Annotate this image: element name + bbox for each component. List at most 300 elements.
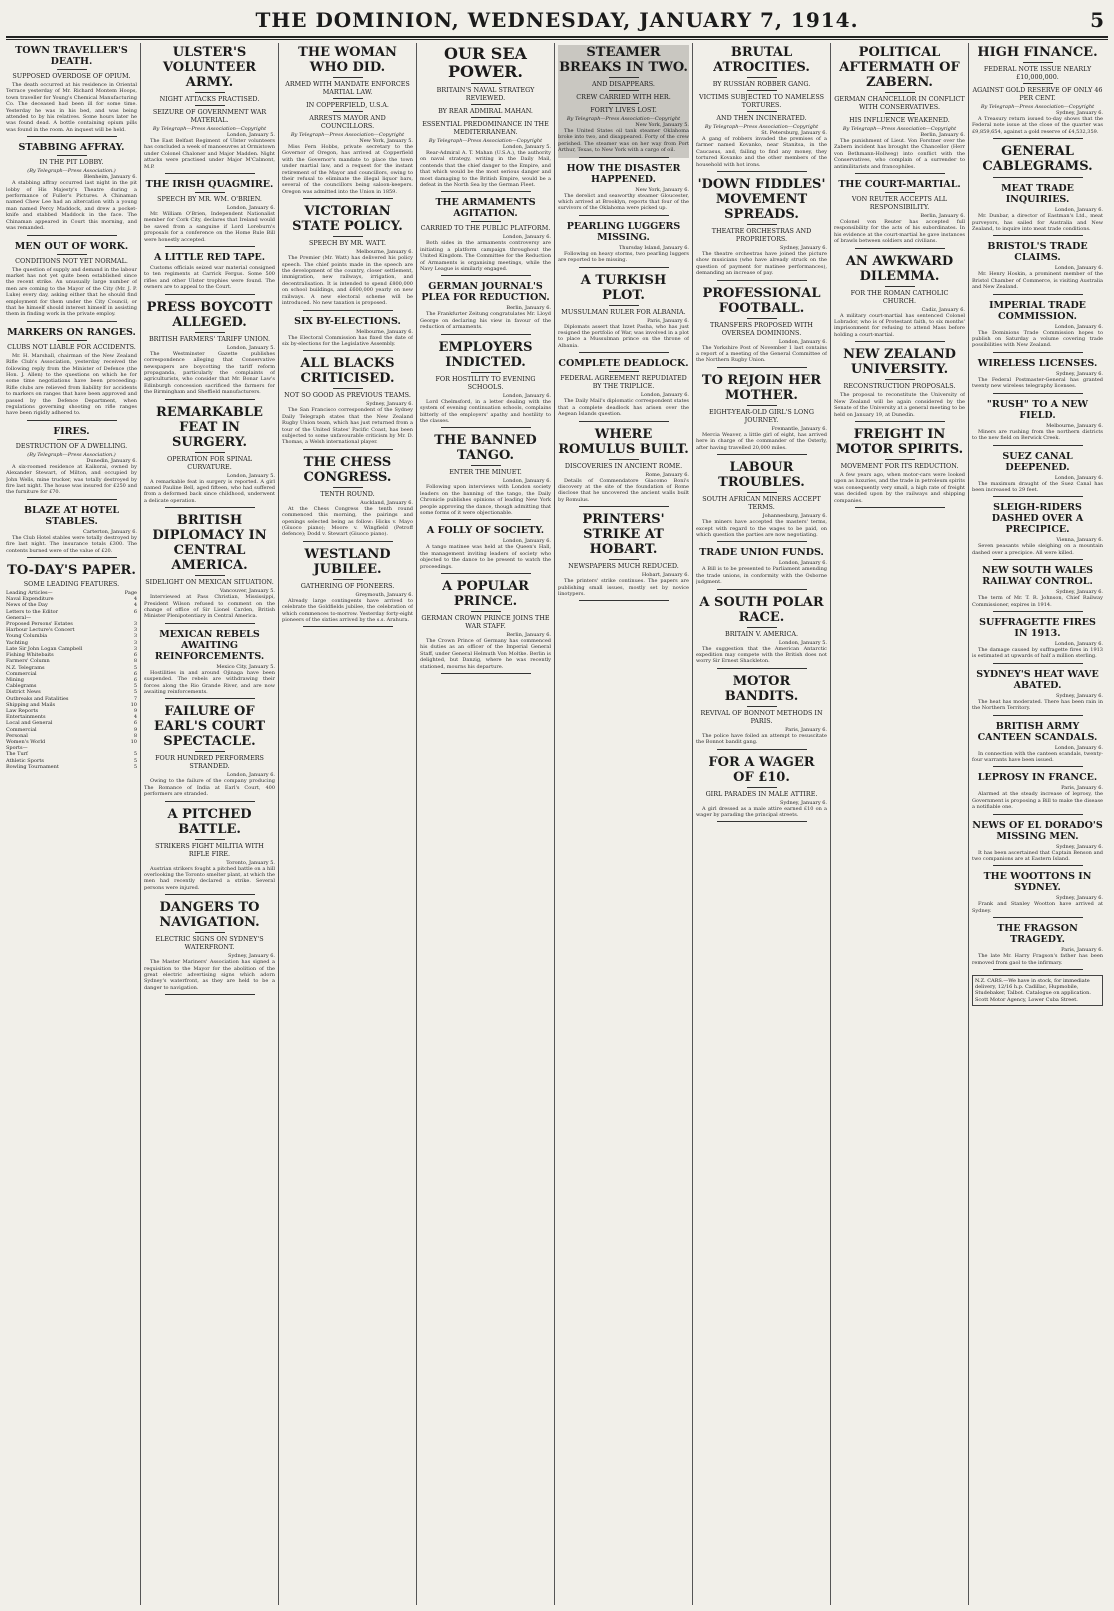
article-body [6, 180, 137, 231]
headline-separator [333, 111, 363, 112]
article-paragraph: The Daily Mail's diplomatic correspondent states that a complete deadlock has arisen over the Aegean Islands question. [558, 398, 689, 418]
contents-label: General— [6, 614, 32, 621]
contents-label: District News [6, 689, 41, 696]
article-headline: MARKERS ON RANGES. [7, 326, 136, 338]
article-rule [717, 171, 807, 172]
article-headline: EMPLOYERS INDICTED. [438, 339, 533, 370]
article-credit: By Telegraph—Press Association—Copyright [290, 132, 405, 138]
headline-separator [57, 254, 87, 255]
article-dateline: Melbourne, January 6. [1046, 422, 1103, 429]
article-subheading: AND DISAPPEARS. [592, 80, 655, 88]
masthead [0, 8, 1114, 34]
article-headline: PRINTERS' STRIKE AT HOBART. [582, 512, 665, 558]
article-body [834, 392, 965, 418]
contents-label: Personal [6, 732, 28, 739]
article-dateline: London, January 6. [1054, 744, 1103, 751]
headline-separator [333, 579, 363, 580]
article-headline: BLAZE AT HOTEL STABLES. [23, 504, 120, 527]
article [972, 923, 1103, 970]
article-paragraph: A gang of robbers invaded the premises of a farmer named Kovanko, near Stanitsa, in the Caucasus, and, failing to find any money, they tortured Kovanko and the other members of the household with hot irons. [696, 136, 827, 168]
article-rule [717, 280, 807, 281]
article-body [834, 219, 965, 245]
article-dateline: London, January 6. [502, 538, 551, 545]
article-rule [579, 215, 669, 216]
headline-separator [57, 439, 87, 440]
contents-page: 7 [133, 695, 137, 702]
article-rule [993, 177, 1083, 178]
article-dateline: London, January 6. [502, 234, 551, 241]
article-subheading: GATHERING OF PIONEERS. [300, 581, 395, 590]
article-headline: LABOUR TROUBLES. [718, 460, 805, 491]
article [282, 455, 413, 542]
article-subheading: STRIKERS FIGHT MILITIA WITH RIFLE FIRE. [155, 841, 264, 858]
article-subheading: SIDELIGHT ON MEXICAN SITUATION. [145, 578, 274, 587]
headline-separator [195, 192, 225, 193]
article-body [696, 136, 827, 168]
article-dateline: Thursday Island, January 6. [618, 244, 689, 251]
article-subheading: ARRESTS MAYOR AND COUNCILLORS. [309, 114, 386, 130]
contents-label: Entertainments [6, 714, 46, 721]
article-body [6, 464, 137, 496]
article-headline: A SOUTH POLAR RACE. [699, 594, 824, 625]
article-subheading: NEWSPAPERS MUCH REDUCED. [568, 562, 679, 571]
article-subheading: CREW CARRIED WITH HER. [576, 93, 671, 101]
headline-separator [609, 459, 639, 460]
article-dateline: London, January 5. [502, 144, 551, 150]
contents-label: Late Sir John Logan Campbell [6, 645, 83, 652]
article-subheading: SPEECH BY MR. WATT. [308, 239, 386, 248]
article-rule [165, 894, 255, 895]
contents-label: Fishing Whitebaits [6, 652, 54, 659]
article-rule [27, 420, 117, 421]
article-dateline: Sydney, January 6. [1056, 843, 1103, 850]
article-paragraph: Austrian strikers fought a pitched battle on a hill overlooking the Toronto smelter plant, at which the men had recently declared a strike. Several persons were injured. [144, 865, 275, 891]
contents-label: Sports— [6, 745, 28, 752]
article-headline: A PITCHED BATTLE. [167, 806, 252, 837]
headline-separator [333, 98, 363, 99]
article-body [696, 806, 827, 819]
article-headline: MOTOR BANDITS. [724, 673, 799, 704]
article-credit: By Telegraph—Press Association—Copyright [704, 124, 819, 130]
article-dateline: London, January 6. [226, 772, 275, 779]
article-rule [993, 496, 1083, 497]
article-rule [579, 421, 669, 422]
article [972, 183, 1103, 236]
article-body [144, 959, 275, 991]
article-paragraph: The term of Mr. T. R. Johnson, Chief Railway Commissioner, expires in 1914. [972, 595, 1103, 608]
headline-separator [609, 559, 639, 560]
article-rule [579, 267, 669, 268]
column-divider [416, 43, 417, 1605]
article [972, 144, 1103, 178]
article [144, 629, 275, 700]
article-dateline: Fremantle, January 6. [771, 425, 827, 432]
article-rule [303, 449, 393, 450]
article-rule [27, 235, 117, 236]
column-2 [144, 43, 275, 1605]
article-dateline: Vienna, January 6. [1056, 537, 1103, 544]
todays-paper-title: TO-DAY'S PAPER. [7, 563, 136, 579]
article [972, 502, 1103, 560]
article-body [144, 778, 275, 797]
headline-separator [747, 492, 777, 493]
article-rule [441, 427, 531, 428]
article-body [6, 82, 137, 133]
article-dateline: New York, January 5. [359, 138, 413, 144]
article-headline: WHERE ROMULUS BUILT. [558, 426, 689, 457]
article-paragraph: Rear-Admiral A. T. Mahan (U.S.A.), the authority on naval strategy, writing in the Daily Mail, contends that the chief danger to the Empire, and that which would be the most serious danger and most damaging to the British Empire, would be a defeat in the North Sea by the German Fleet. [420, 150, 551, 189]
article-headline: "RUSH" TO A NEW FIELD. [986, 398, 1089, 421]
article-dateline: London, January 5. [226, 472, 275, 479]
masthead-title: THE DOMINION, WEDNESDAY, JANUARY 7, 1914. [255, 8, 859, 32]
article [558, 427, 689, 508]
article-body [282, 598, 413, 624]
article-subheading: SOUTH AFRICAN MINERS ACCEPT TERMS. [702, 495, 821, 512]
article [420, 525, 551, 574]
article-headline: SLEIGH-RIDERS DASHED OVER A PRECIPICE. [991, 502, 1084, 536]
article-credit: By Telegraph—Press Association—Copyright [842, 126, 957, 132]
contents-page: 9 [133, 707, 137, 714]
columns-area [6, 43, 1108, 1605]
article-subheading: TRANSFERS PROPOSED WITH OVERSEA DOMINIONS. [710, 320, 813, 337]
article-subheading: ENTER THE MINUET. [449, 468, 522, 477]
todays-paper-box [6, 563, 137, 770]
column-1 [6, 43, 137, 1605]
article-rule [717, 821, 807, 822]
article-paragraph: The East Belfast Regiment of Ulster volunteers has concluded a week of manoeuvres at Ormistown under Colonel Chaloner and Major Madden. Night attacks were practised under Major M'Calmont, M.P. [144, 138, 275, 170]
article-dateline: Berlin, January 6. [920, 132, 965, 138]
article-body [972, 901, 1103, 914]
article-dateline: Sydney, January 6. [1056, 895, 1103, 902]
article-dateline: Hobart, January 6. [641, 572, 689, 579]
article-paragraph: The derelict and seaworthy steamer Gloucester, which arrived at Brooklyn, reports that four of the survivors of the Oklahoma were picked up. [558, 192, 689, 212]
article-subheading: FOR HOSTILITY TO EVENING SCHOOLS. [435, 374, 536, 391]
article-paragraph: The Electoral Commission has fixed the date of six by-elections for the Legislative Assembly. [282, 334, 413, 347]
article [834, 347, 965, 422]
article-rule [717, 367, 807, 368]
article-body [420, 399, 551, 425]
article-paragraph: The Dominions Trade Commission hopes to publish on Saturday a volume covering trade possibilities with New Zealand. [972, 329, 1103, 349]
article-headline: SUEZ CANAL DEEPENED. [1002, 450, 1073, 473]
article-subheading: ARMED WITH MANDATE ENFORCES MARTIAL LAW. [285, 80, 410, 96]
article-body [558, 478, 689, 504]
article-rule [993, 663, 1083, 664]
article [558, 512, 689, 601]
article-paragraph: The suggestion that the American Antarctic expedition may compete with the British does not worry Sir Ernest Shackleton. [696, 645, 827, 665]
article-body [420, 544, 551, 570]
article-headline: THE ARMAMENTS AGITATION. [435, 197, 536, 220]
article-rule [165, 294, 255, 295]
headline-separator [195, 751, 225, 752]
article-body [420, 240, 551, 272]
article-dateline: London, January 6. [502, 478, 551, 485]
headline-separator [609, 371, 639, 372]
article-headline: SIX BY-ELECTIONS. [294, 315, 401, 327]
article-rule [579, 506, 669, 507]
contents-label: Shipping and Mails [6, 701, 56, 708]
article-rule [579, 157, 669, 158]
contents-page: 10 [130, 701, 137, 708]
article-rule [717, 668, 807, 669]
article [972, 451, 1103, 498]
article-headline: NEWS OF EL DORADO'S MISSING MEN. [972, 819, 1103, 842]
headline-separator [885, 113, 915, 114]
headline-separator [1023, 62, 1053, 63]
article-paragraph: Mercia Weaver, a little girl of eight, has arrived here in charge of the commander of the Osterly, after having travelled 20,000 miles. [696, 431, 827, 451]
article-body [144, 670, 275, 696]
article-subheading: FORTY LIVES LOST. [590, 106, 657, 114]
headline-separator [747, 111, 777, 112]
article-rule [441, 191, 531, 192]
article-rule [579, 352, 669, 353]
article-paragraph: A Treasury return issued to-day shows that the Federal note issue at the close of the quarter was £9,859,654, against a gold reserve of £4,532,359. [972, 116, 1103, 135]
masthead-rule-thin [6, 39, 1108, 40]
headline-separator [471, 117, 501, 118]
article-rule [303, 350, 393, 351]
article-headline: PEARLING LUGGERS MISSING. [566, 220, 681, 243]
article-body [972, 647, 1103, 660]
article-body [834, 313, 965, 339]
article-paragraph: The death occurred at his residence in Oriental Terrace yesterday of Mr. Richard Montem Hoops, town traveller for Young's Chemical Manufacturing Co. The deceased had been ill for some time. Yesterday he was in his bed, and was being attended to by his relatives. Some hours later he was found dead. A bottle containing opium pills was found in the room. An inquest will be held. [6, 82, 137, 133]
headline-separator [57, 69, 87, 70]
article-paragraph: Following upon interviews with London society leaders on the banning of the tango, the Daily Chronicle publishes opinions of leading New York people approving the dance, though admitting that some forms of it were objectionable. [420, 484, 551, 516]
article-headline: GERMAN JOURNAL'S PLEA FOR REDUCTION. [421, 281, 550, 304]
article-headline: THE COURT-MARTIAL. [838, 179, 961, 191]
contents-label: Mining [6, 676, 24, 683]
article-rule [717, 541, 807, 542]
todays-paper-subheading: SOME LEADING FEATURES. [23, 580, 120, 589]
article-rule [717, 454, 807, 455]
article-dateline: London, January 6. [1054, 474, 1103, 481]
article-rule [165, 801, 255, 802]
article-rule [441, 334, 531, 335]
article-dateline: Melbourne, January 6. [356, 249, 413, 256]
article-headline: THE IRISH QUAGMIRE. [145, 179, 274, 191]
article-rule [993, 352, 1083, 353]
article-dateline: St. Petersburg, January 6. [761, 130, 827, 136]
article-dateline: Sydney, January 6. [228, 953, 275, 960]
contents-label: The Turf [6, 751, 28, 758]
article-rule [855, 173, 945, 174]
article-dateline: Sydney, January 6. [366, 401, 413, 408]
article-rule [993, 445, 1083, 446]
contents-label: Law Reports [6, 707, 39, 714]
contents-label: Letters to the Editor [6, 608, 59, 615]
article-headline: TO REJOIN HER MOTHER. [701, 372, 822, 403]
column-divider [830, 43, 831, 1605]
article-paragraph: Frank and Stanley Wootton have arrived at Sydney. [972, 901, 1103, 914]
article-rule [441, 673, 531, 674]
article-paragraph: Following on heavy storms, two pearling luggers are reported to be missing. [558, 250, 689, 264]
article-dateline: New York, January 6. [635, 186, 689, 193]
article-dateline: London, January 6. [778, 560, 827, 567]
article-dateline: London, January 6. [1054, 640, 1103, 647]
article-rule [855, 248, 945, 249]
article-paragraph: Mr. William O'Brien, Independent Nationalist member for Cork City, declares that Ireland would be saved from a sanguine if Lord Loreburn's proposals for a conference on the Home Rule Bill were honestly accepted. [144, 211, 275, 243]
headline-separator [471, 83, 501, 84]
article [972, 721, 1103, 768]
article-dateline: Sydney, January 6. [780, 799, 827, 806]
article-rule [993, 294, 1083, 295]
article-rule [165, 399, 255, 400]
article-rule [165, 698, 255, 699]
article [558, 273, 689, 354]
article [420, 579, 551, 674]
article-headline: STABBING AFFRAY. [18, 142, 125, 154]
contents-page: 5 [133, 689, 137, 696]
article-headline: BRITISH ARMY CANTEEN SCANDALS. [977, 720, 1098, 743]
headline-separator [885, 192, 915, 193]
article [6, 426, 137, 500]
contents-label: Farmers' Column [6, 658, 50, 665]
article [972, 45, 1103, 139]
article-body [558, 193, 689, 212]
article-dateline: Toronto, January 5. [226, 859, 275, 866]
article-credit: By Telegraph—Press Association—Copyright [152, 126, 267, 132]
article-paragraph: Lord Chelmsford, in a letter dealing with the system of evening continuation schools, complains bitterly of the employers' apathy and hostility to the classes. [420, 398, 551, 424]
contents-page: 5 [133, 763, 137, 770]
article-subheading: SEIZURE OF GOVERNMENT WAR MATERIAL. [152, 108, 267, 124]
contents-page: 3 [133, 621, 137, 628]
article-headline: HOW THE DISASTER HAPPENED. [566, 162, 681, 185]
article-headline: MEXICAN REBELS AWAITING REINFORCEMENTS. [154, 628, 265, 662]
headline-separator [195, 105, 225, 106]
article [144, 900, 275, 995]
article-paragraph: The Master Mariners' Association has signed a requisition to the Mayor for the abolition of the great electric advertising signs which adorn Sydney's waterfront, as they are held to be a danger to navigation. [144, 959, 275, 991]
headline-separator [195, 932, 225, 933]
headline-separator [471, 221, 501, 222]
article [144, 704, 275, 801]
article-subheading: FOR THE ROMAN CATHOLIC CHURCH. [850, 288, 949, 305]
article-dateline: Sydney, January 6. [1056, 589, 1103, 596]
contents-page: 6 [133, 670, 137, 677]
article-headline: ULSTER'S VOLUNTEER ARMY. [162, 45, 257, 90]
article-headline: FREIGHT IN MOTOR SPIRITS. [835, 426, 964, 457]
article-headline: IMPERIAL TRADE COMMISSION. [989, 299, 1086, 322]
article-subheading: SUPPOSED OVERDOSE OF OPIUM. [12, 72, 131, 80]
article-rule [303, 626, 393, 627]
headline-separator [885, 92, 915, 93]
article [6, 45, 137, 137]
article-rule [165, 994, 255, 995]
article-paragraph: The Club Hotel stables were totally destroyed by fire last night. The insurance totals £300. The contents burned were of the value of £20. [6, 534, 137, 554]
article-headline: SYDNEY'S HEAT WAVE ABATED. [976, 668, 1099, 691]
article-dateline: Paris, January 6. [647, 317, 689, 324]
article-headline: THE WOMAN WHO DID. [298, 45, 397, 75]
advertisement: N.Z. CARS.—We have in stock, for immediate delivery, 12/16 h.p. Cadillac, Hupmobile, Studebaker, Talbot. Catalogue on application. Scott Motor Agency, Lower Cuba Street. [972, 975, 1103, 1006]
headline-separator [747, 77, 777, 78]
article-paragraph: The theatre orchestras have joined the picture show musicians (who have already struck on the question of payment for matinee performances), demanding an increase of pay. [696, 251, 827, 277]
article [420, 45, 551, 192]
article [696, 674, 827, 750]
headline-separator [747, 706, 777, 707]
article [972, 617, 1103, 664]
article-paragraph: The Premier (Mr. Watt) has delivered his policy speech. The chief points made in the speech are the development of the country, closer settlement, immigration, new railways, irrigation, and decentralisation. It is intended to spend £800,000 on school buildings, and £600,000 yearly on new railways. A new electoral scheme will be introduced. No new taxation is proposed. [282, 255, 413, 307]
article-body [558, 578, 689, 597]
article-rule [303, 198, 393, 199]
article [696, 595, 827, 669]
headline-separator [195, 332, 225, 333]
article-body [696, 519, 827, 538]
headline-separator [333, 236, 363, 237]
article-body [972, 751, 1103, 764]
article-dateline: Vancouver, January 5. [219, 588, 275, 595]
article-paragraph: Alarmed at the steady increase of leprosy, the Government is proposing a Bill to make the disease a notifiable one. [972, 791, 1103, 811]
article-credit: By Telegraph—Press Association—Copyright [980, 104, 1095, 110]
article-subheading: VICTIMS SUBJECTED TO NAMELESS TORTURES. [699, 93, 824, 109]
article-paragraph: Mr. Henry Hoskin, a prominent member of the Bristol Chamber of Commerce, is visiting Australia and New Zealand. [972, 271, 1103, 291]
article-subheading: THEATRE ORCHESTRAS AND PROPRIETORS. [711, 227, 812, 244]
column-5 [558, 43, 689, 1605]
article-subheading: AGAINST GOLD RESERVE OF ONLY 46 PER CENT. [972, 86, 1103, 102]
contents-page: 3 [133, 633, 137, 640]
column-3 [282, 43, 413, 1605]
article-subheading: BY REAR ADMIRAL MAHAN. [438, 107, 533, 115]
article-body [696, 251, 827, 277]
headline-separator [195, 92, 225, 93]
article-rule [27, 557, 117, 558]
article-dateline: London, January 6. [226, 205, 275, 212]
contents-label: News of the Day [6, 602, 48, 609]
article-dateline: London, January 6. [1054, 323, 1103, 330]
article-dateline: London, January 6. [640, 392, 689, 399]
contents-page: 5 [133, 751, 137, 758]
contents-page: 6 [133, 608, 137, 615]
contents-label: Outbreaks and Fatalities [6, 695, 69, 702]
article-headline: GENERAL CABLEGRAMS. [982, 144, 1093, 175]
headline-separator [747, 627, 777, 628]
article [696, 755, 827, 823]
article [144, 45, 275, 174]
article-subheading: BY RUSSIAN ROBBER GANG. [712, 80, 811, 88]
article-body [420, 638, 551, 670]
article [972, 358, 1103, 394]
article-subheading: HIS INFLUENCE WEAKENED. [849, 116, 950, 124]
column-divider [692, 43, 693, 1605]
article-rule [993, 393, 1083, 394]
article-paragraph: The Yorkshire Post of November 1 last contains a report of a meeting of the General Committee of the Northern Rugby Union. [696, 344, 827, 364]
article-body [696, 345, 827, 364]
article [144, 513, 275, 624]
article [696, 45, 827, 172]
article [696, 286, 827, 368]
article-dateline: Johannesburg, January 6. [762, 513, 827, 520]
article-body [6, 535, 137, 554]
article-rule [27, 499, 117, 500]
article-paragraph: The punishment of Lieut. Von Forstner over the Zabern incident has brought the Chancellor (Herr von Bethmann-Hollweg) into conflict with the Conservatives, who complain of a surrender to antimilitarists and francophiles. [834, 138, 965, 170]
article-paragraph: The police have foiled an attempt to resuscitate the Bonnot bandit gang. [696, 732, 827, 746]
article-body [6, 353, 137, 417]
article [144, 807, 275, 896]
article-rule [855, 421, 945, 422]
column-divider [554, 43, 555, 1605]
contents-page: 8 [133, 732, 137, 739]
article-paragraph: The United States oil tank steamer Oklahoma broke into two, and disappeared. Forty of the crew perished. The steamer was on her way from Port Arthur, Texas, to New York with a cargo of oil. [558, 128, 689, 154]
article-body [144, 479, 275, 505]
article-dateline: Sydney, January 6. [780, 245, 827, 252]
headline-separator [747, 318, 777, 319]
article-headline: STEAMER BREAKS IN TWO. [559, 45, 688, 75]
article-headline: FOR A WAGER OF £10. [708, 754, 815, 785]
article-headline: BRUTAL ATROCITIES. [713, 45, 810, 75]
contents-page: 10 [130, 738, 137, 745]
article-body [972, 377, 1103, 390]
article [6, 327, 137, 421]
article-subheading: MUSSULMAN RULER FOR ALBANIA. [561, 307, 686, 316]
article-body [972, 953, 1103, 966]
contents-page: 4 [133, 714, 137, 721]
column-6 [696, 43, 827, 1605]
